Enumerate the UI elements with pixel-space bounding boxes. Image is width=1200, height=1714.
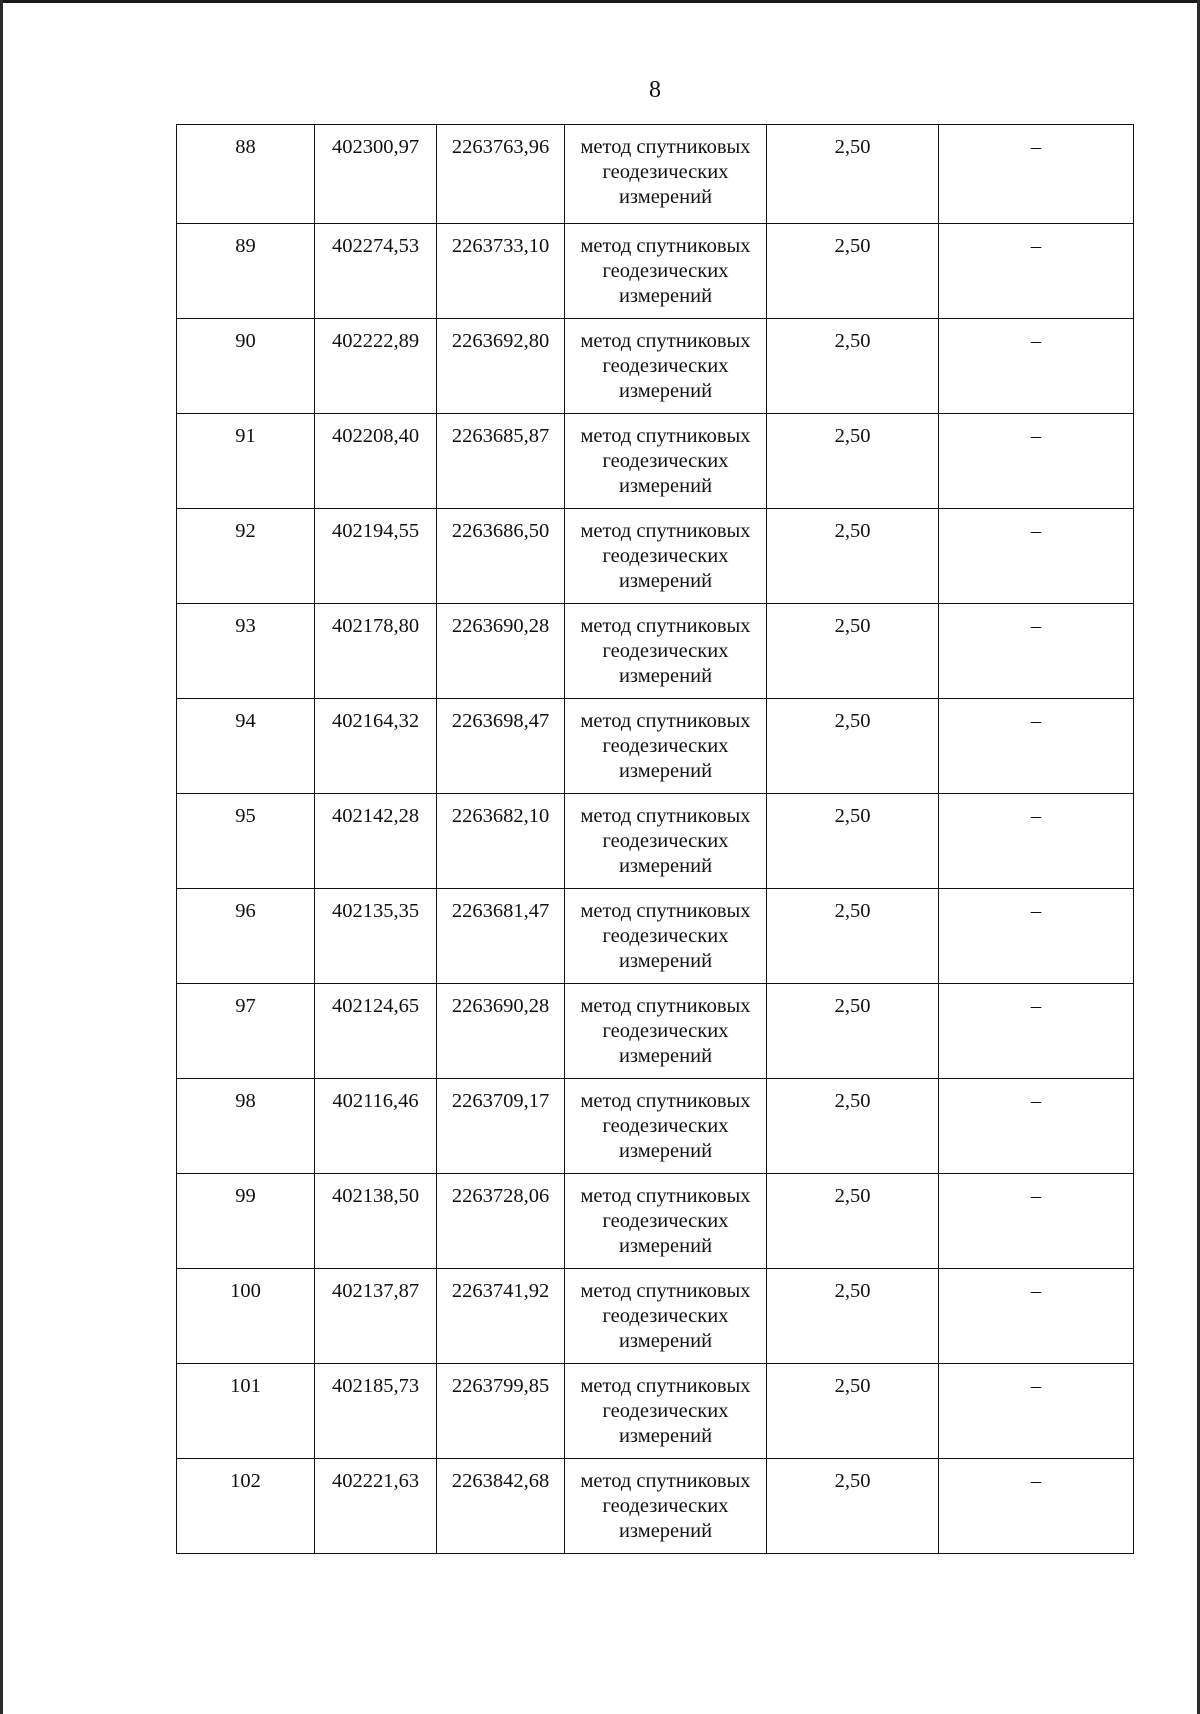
accuracy-cell: 2,50	[767, 414, 939, 509]
method-text: метод спутниковых геодезических измерений	[580, 330, 751, 402]
method-text: метод спутниковых геодезических измерений	[580, 1090, 751, 1162]
description-cell: –	[939, 319, 1134, 414]
table-row	[177, 1079, 1134, 1174]
description-cell: –	[939, 1364, 1134, 1459]
description-cell: –	[939, 984, 1134, 1079]
method-cell	[565, 1079, 767, 1174]
table-row	[177, 699, 1134, 794]
x-coordinate-cell: 402116,46	[315, 1079, 437, 1174]
point-number-cell: 94	[177, 699, 315, 794]
method-cell	[565, 699, 767, 794]
method-cell	[565, 319, 767, 414]
x-coordinate-cell: 402274,53	[315, 224, 437, 319]
table-row	[177, 1364, 1134, 1459]
accuracy-cell: 2,50	[767, 889, 939, 984]
method-cell	[565, 1269, 767, 1364]
x-coordinate-cell: 402185,73	[315, 1364, 437, 1459]
y-coordinate-cell: 2263733,10	[437, 224, 565, 319]
page-number: 8	[649, 77, 661, 103]
description-cell: –	[939, 224, 1134, 319]
description-cell: –	[939, 889, 1134, 984]
method-cell	[565, 224, 767, 319]
method-text: метод спутниковых геодезических измерений	[580, 1185, 751, 1257]
x-coordinate-cell: 402135,35	[315, 889, 437, 984]
x-coordinate-cell: 402222,89	[315, 319, 437, 414]
y-coordinate-cell: 2263698,47	[437, 699, 565, 794]
table-row	[177, 125, 1134, 224]
x-coordinate-cell: 402221,63	[315, 1459, 437, 1554]
method-text: метод спутниковых геодезических измерений	[580, 615, 751, 687]
description-cell: –	[939, 414, 1134, 509]
table-row	[177, 794, 1134, 889]
table-row	[177, 1174, 1134, 1269]
y-coordinate-cell: 2263842,68	[437, 1459, 565, 1554]
point-number-cell: 99	[177, 1174, 315, 1269]
method-cell	[565, 1174, 767, 1269]
point-number-cell: 102	[177, 1459, 315, 1554]
y-coordinate-cell: 2263690,28	[437, 984, 565, 1079]
table-row	[177, 509, 1134, 604]
description-cell: –	[939, 794, 1134, 889]
point-number-cell: 88	[177, 125, 315, 224]
method-cell	[565, 509, 767, 604]
point-number-cell: 101	[177, 1364, 315, 1459]
table-row	[177, 224, 1134, 319]
y-coordinate-cell: 2263690,28	[437, 604, 565, 699]
accuracy-cell: 2,50	[767, 125, 939, 224]
accuracy-cell: 2,50	[767, 699, 939, 794]
point-number-cell: 89	[177, 224, 315, 319]
method-text: метод спутниковых геодезических измерений	[580, 710, 751, 782]
method-text: метод спутниковых геодезических измерений	[580, 995, 751, 1067]
description-cell: –	[939, 509, 1134, 604]
y-coordinate-cell: 2263681,47	[437, 889, 565, 984]
table-row	[177, 889, 1134, 984]
scan-border-left	[0, 0, 3, 1714]
accuracy-cell: 2,50	[767, 1079, 939, 1174]
point-number-cell: 91	[177, 414, 315, 509]
table-row	[177, 319, 1134, 414]
method-cell	[565, 889, 767, 984]
method-text: метод спутниковых геодезических измерений	[580, 520, 751, 592]
method-cell	[565, 1364, 767, 1459]
point-number-cell: 93	[177, 604, 315, 699]
method-cell	[565, 125, 767, 224]
table-row	[177, 984, 1134, 1079]
y-coordinate-cell: 2263709,17	[437, 1079, 565, 1174]
table-row	[177, 604, 1134, 699]
method-cell	[565, 604, 767, 699]
method-text: метод спутниковых геодезических измерений	[580, 425, 751, 497]
description-cell: –	[939, 1459, 1134, 1554]
accuracy-cell: 2,50	[767, 224, 939, 319]
x-coordinate-cell: 402300,97	[315, 125, 437, 224]
point-number-cell: 90	[177, 319, 315, 414]
y-coordinate-cell: 2263728,06	[437, 1174, 565, 1269]
method-text: метод спутниковых геодезических измерений	[580, 1375, 751, 1447]
y-coordinate-cell: 2263682,10	[437, 794, 565, 889]
scan-border-top	[0, 0, 1200, 3]
accuracy-cell: 2,50	[767, 1459, 939, 1554]
x-coordinate-cell: 402138,50	[315, 1174, 437, 1269]
accuracy-cell: 2,50	[767, 1269, 939, 1364]
y-coordinate-cell: 2263763,96	[437, 125, 565, 224]
x-coordinate-cell: 402124,65	[315, 984, 437, 1079]
accuracy-cell: 2,50	[767, 319, 939, 414]
method-cell	[565, 414, 767, 509]
x-coordinate-cell: 402137,87	[315, 1269, 437, 1364]
method-text: метод спутниковых геодезических измерений	[580, 235, 751, 307]
method-cell	[565, 984, 767, 1079]
description-cell: –	[939, 1269, 1134, 1364]
y-coordinate-cell: 2263741,92	[437, 1269, 565, 1364]
x-coordinate-cell: 402178,80	[315, 604, 437, 699]
x-coordinate-cell: 402142,28	[315, 794, 437, 889]
accuracy-cell: 2,50	[767, 509, 939, 604]
accuracy-cell: 2,50	[767, 604, 939, 699]
point-number-cell: 98	[177, 1079, 315, 1174]
point-number-cell: 96	[177, 889, 315, 984]
accuracy-cell: 2,50	[767, 1364, 939, 1459]
accuracy-cell: 2,50	[767, 1174, 939, 1269]
x-coordinate-cell: 402194,55	[315, 509, 437, 604]
accuracy-cell: 2,50	[767, 984, 939, 1079]
accuracy-cell: 2,50	[767, 794, 939, 889]
y-coordinate-cell: 2263799,85	[437, 1364, 565, 1459]
description-cell: –	[939, 699, 1134, 794]
method-text: метод спутниковых геодезических измерений	[580, 1280, 751, 1352]
x-coordinate-cell: 402208,40	[315, 414, 437, 509]
method-cell	[565, 1459, 767, 1554]
y-coordinate-cell: 2263686,50	[437, 509, 565, 604]
point-number-cell: 95	[177, 794, 315, 889]
y-coordinate-cell: 2263692,80	[437, 319, 565, 414]
table-row	[177, 1269, 1134, 1364]
table-row	[177, 1459, 1134, 1554]
method-cell	[565, 794, 767, 889]
method-text: метод спутниковых геодезических измерений	[580, 1470, 751, 1542]
method-text: метод спутниковых геодезических измерений	[580, 900, 751, 972]
coordinates-table-body	[177, 125, 1134, 1554]
y-coordinate-cell: 2263685,87	[437, 414, 565, 509]
point-number-cell: 100	[177, 1269, 315, 1364]
description-cell: –	[939, 1174, 1134, 1269]
description-cell: –	[939, 125, 1134, 224]
description-cell: –	[939, 1079, 1134, 1174]
point-number-cell: 97	[177, 984, 315, 1079]
method-text: метод спутниковых геодезических измерений	[580, 136, 751, 208]
coordinates-table	[176, 124, 1134, 1554]
table-row	[177, 414, 1134, 509]
description-cell: –	[939, 604, 1134, 699]
method-text: метод спутниковых геодезических измерений	[580, 805, 751, 877]
point-number-cell: 92	[177, 509, 315, 604]
x-coordinate-cell: 402164,32	[315, 699, 437, 794]
